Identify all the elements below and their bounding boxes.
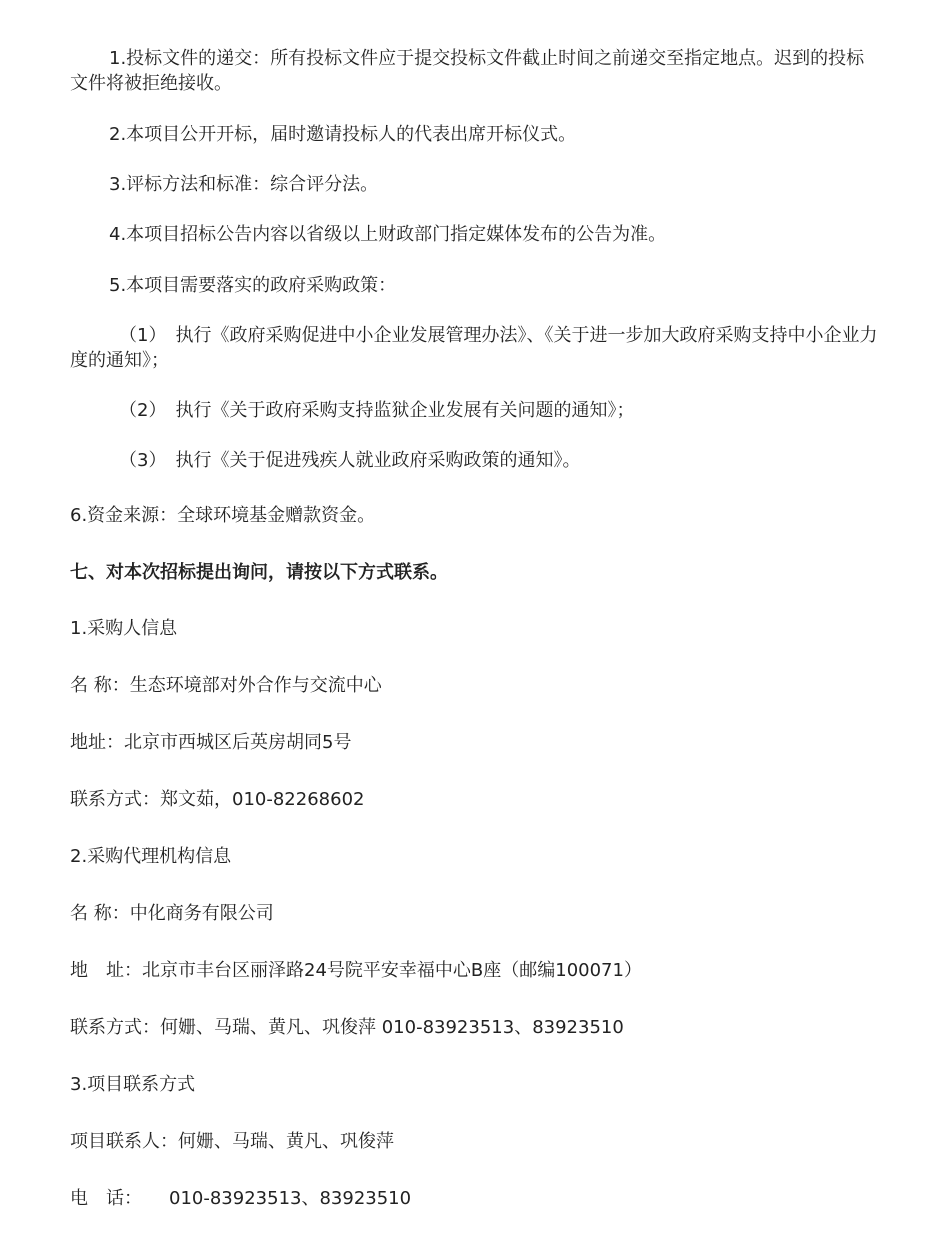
agency-info-title: 2.采购代理机构信息 xyxy=(70,846,232,867)
project-contact-person: 项目联系人：何姗、马瑞、黄凡、巩俊萍 xyxy=(70,1131,394,1152)
policy-item-2: （2） 执行《关于政府采购支持监狱企业发展有关问题的通知》； xyxy=(119,400,635,421)
purchaser-address: 地址：北京市西城区后英房胡同5号 xyxy=(70,732,352,753)
note-submission: 1.投标文件的递交：所有投标文件应于提交投标文件截止时间之前递交至指定地点。迟到的投标文件将被拒绝接收。 xyxy=(70,48,865,94)
project-contact-phone: 电 话： 010-83923513、83923510 xyxy=(70,1188,412,1209)
note-evaluation-method: 3.评标方法和标准：综合评分法。 xyxy=(109,174,379,195)
note-fund-source: 6.资金来源：全球环境基金赠款资金。 xyxy=(70,505,376,526)
purchaser-name: 名 称：生态环境部对外合作与交流中心 xyxy=(70,675,382,696)
project-contact-title: 3.项目联系方式 xyxy=(70,1074,196,1095)
contact-section-heading: 七、对本次招标提出询问，请按以下方式联系。 xyxy=(70,562,448,583)
purchaser-info-title: 1.采购人信息 xyxy=(70,618,178,639)
note-procurement-policy: 5.本项目需要落实的政府采购政策： xyxy=(109,275,397,296)
agency-address: 地 址：北京市丰台区丽泽路24号院平安幸福中心B座（邮编100071） xyxy=(70,960,642,981)
policy-item-3: （3） 执行《关于促进残疾人就业政府采购政策的通知》。 xyxy=(119,450,581,471)
agency-name: 名 称：中化商务有限公司 xyxy=(70,903,274,924)
note-announcement-media: 4.本项目招标公告内容以省级以上财政部门指定媒体发布的公告为准。 xyxy=(109,224,667,245)
purchaser-contact: 联系方式：郑文茹，010-82268602 xyxy=(70,789,365,810)
policy-item-1: （1） 执行《政府采购促进中小企业发展管理办法》、《关于进一步加大政府采购支持中小企业力度的通知》； xyxy=(70,325,878,371)
agency-contact: 联系方式：何姗、马瑞、黄凡、巩俊萍 010-83923513、83923510 xyxy=(70,1017,624,1038)
note-public-opening: 2.本项目公开开标，届时邀请投标人的代表出席开标仪式。 xyxy=(109,124,577,145)
